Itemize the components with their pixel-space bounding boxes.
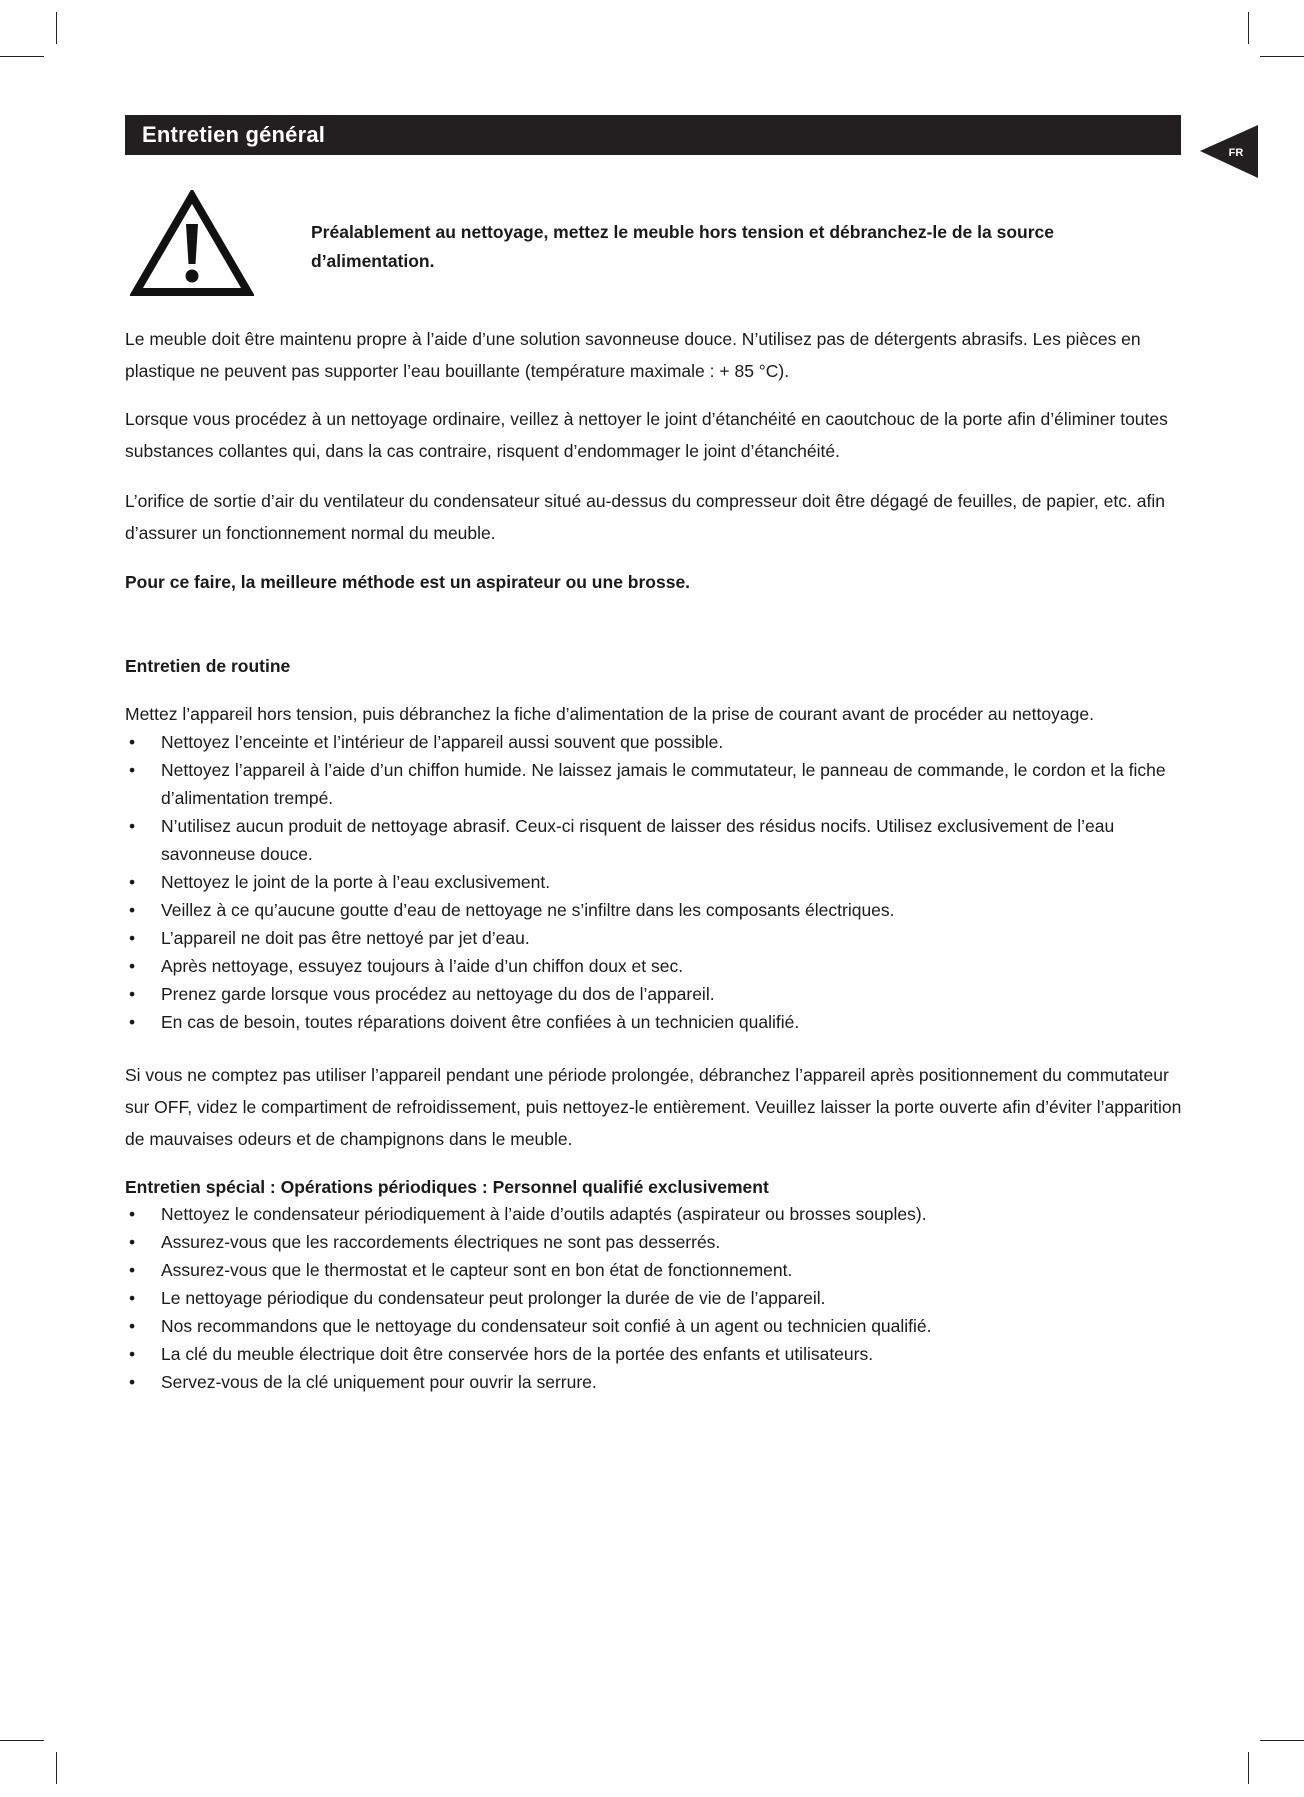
bullet: • [129,1260,136,1280]
special-list [125,1200,1185,1396]
list-item: • Prenez garde lorsque vous procédez au nettoyage du dos de l’appareil. [125,980,1185,1008]
bullet: • [129,1316,136,1336]
language-tab [1200,125,1258,178]
list-item: • Assurez-vous que les raccordements électriques ne sont pas desserrés. [125,1228,1185,1256]
bullet: • [129,900,136,920]
list-item: • Nettoyez le joint de la porte à l’eau exclusivement. [125,868,1185,896]
list-item: • Nettoyez l’enceinte et l’intérieur de l’appareil aussi souvent que possible. [125,728,1185,756]
crop-mark [0,56,44,57]
paragraph-air-outlet: L’orifice de sortie d’air du ventilateur du condensateur situé au-dessus du compresseur doit être dégagé de feuilles, de papier, etc. afin d’assurer un fonctionnement normal du meuble. [125,491,1165,543]
bullet: • [129,816,136,836]
list-item: • Servez-vous de la clé uniquement pour ouvrir la serrure. [125,1368,1185,1396]
bullet: • [129,1204,136,1224]
crop-mark [1248,12,1249,44]
warning-text: Préalablement au nettoyage, mettez le meuble hors tension et débranchez-le de la source d’alimentation. [311,222,1054,271]
crop-mark [1260,56,1304,57]
crop-mark [0,1740,44,1741]
routine-heading: Entretien de routine [125,656,291,676]
special-heading: Entretien spécial : Opérations périodiques : Personnel qualifié exclusivement [125,1177,769,1197]
section-header [125,115,1181,155]
warning-triangle-icon [130,190,254,298]
bullet: • [129,928,136,948]
bullet: • [129,1372,136,1392]
list-item: • Nettoyez l’appareil à l’aide d’un chiffon humide. Ne laissez jamais le commutateur, le panneau de commande, le cordon et la fiche d’alimentation trempé. [125,756,1185,812]
routine-outro: Si vous ne comptez pas utiliser l’appareil pendant une période prolongée, débranchez l’appareil après positionnement du commutateur sur OFF, videz le compartiment de refroidissement, puis nettoyez-le entièrement. Veuillez laisser la porte ouverte afin d’éviter l’apparition de mauvaises odeurs et de champignons dans le meuble. [125,1065,1182,1149]
list-item: • Assurez-vous que le thermostat et le capteur sont en bon état de fonctionnement. [125,1256,1185,1284]
paragraph-cleaning: Le meuble doit être maintenu propre à l’aide d’une solution savonneuse douce. N’utilisez pas de détergents abrasifs. Les pièces en plastique ne peuvent pas supporter l’eau bouillante (température maximale : + 85 °C). [125,329,1141,381]
list-item: • Veillez à ce qu’aucune goutte d’eau de nettoyage ne s’infiltre dans les composants électriques. [125,896,1185,924]
bullet: • [129,984,136,1004]
bullet: • [129,1232,136,1252]
paragraph-method: Pour ce faire, la meilleure méthode est un aspirateur ou une brosse. [125,572,691,592]
bullet: • [129,956,136,976]
crop-mark [1248,1752,1249,1784]
list-item: • L’appareil ne doit pas être nettoyé par jet d’eau. [125,924,1185,952]
routine-intro: Mettez l’appareil hors tension, puis débranchez la fiche d’alimentation de la prise de courant avant de procéder au nettoyage. [125,704,1094,724]
bullet: • [129,760,136,780]
bullet: • [129,1344,136,1364]
crop-mark [1260,1740,1304,1741]
list-item: • En cas de besoin, toutes réparations doivent être confiées à un technicien qualifié. [125,1008,1185,1036]
list-item: • La clé du meuble électrique doit être conservée hors de la portée des enfants et utilisateurs. [125,1340,1185,1368]
crop-mark [56,12,57,44]
crop-mark [56,1752,57,1784]
language-label: FR [1228,147,1244,159]
bullet: • [129,872,136,892]
routine-list [125,728,1185,1036]
bullet: • [129,732,136,752]
section-title: Entretien général [142,122,326,147]
bullet: • [129,1012,136,1032]
list-item: • Le nettoyage périodique du condensateur peut prolonger la durée de vie de l’appareil. [125,1284,1185,1312]
bullet: • [129,1288,136,1308]
list-item: • Nettoyez le condensateur périodiquement à l’aide d’outils adaptés (aspirateur ou brosses souples). [125,1200,1185,1228]
list-item: • Nos recommandons que le nettoyage du condensateur soit confié à un agent ou technicien qualifié. [125,1312,1185,1340]
list-item: • Après nettoyage, essuyez toujours à l’aide d’un chiffon doux et sec. [125,952,1185,980]
list-item: • N’utilisez aucun produit de nettoyage abrasif. Ceux-ci risquent de laisser des résidus nocifs. Utilisez exclusivement de l’eau savonneuse douce. [125,812,1185,868]
paragraph-gasket: Lorsque vous procédez à un nettoyage ordinaire, veillez à nettoyer le joint d’étanchéité en caoutchouc de la porte afin d’éliminer toutes substances collantes qui, dans la cas contraire, risquent d’endommager le joint d’étanchéité. [125,409,1168,461]
